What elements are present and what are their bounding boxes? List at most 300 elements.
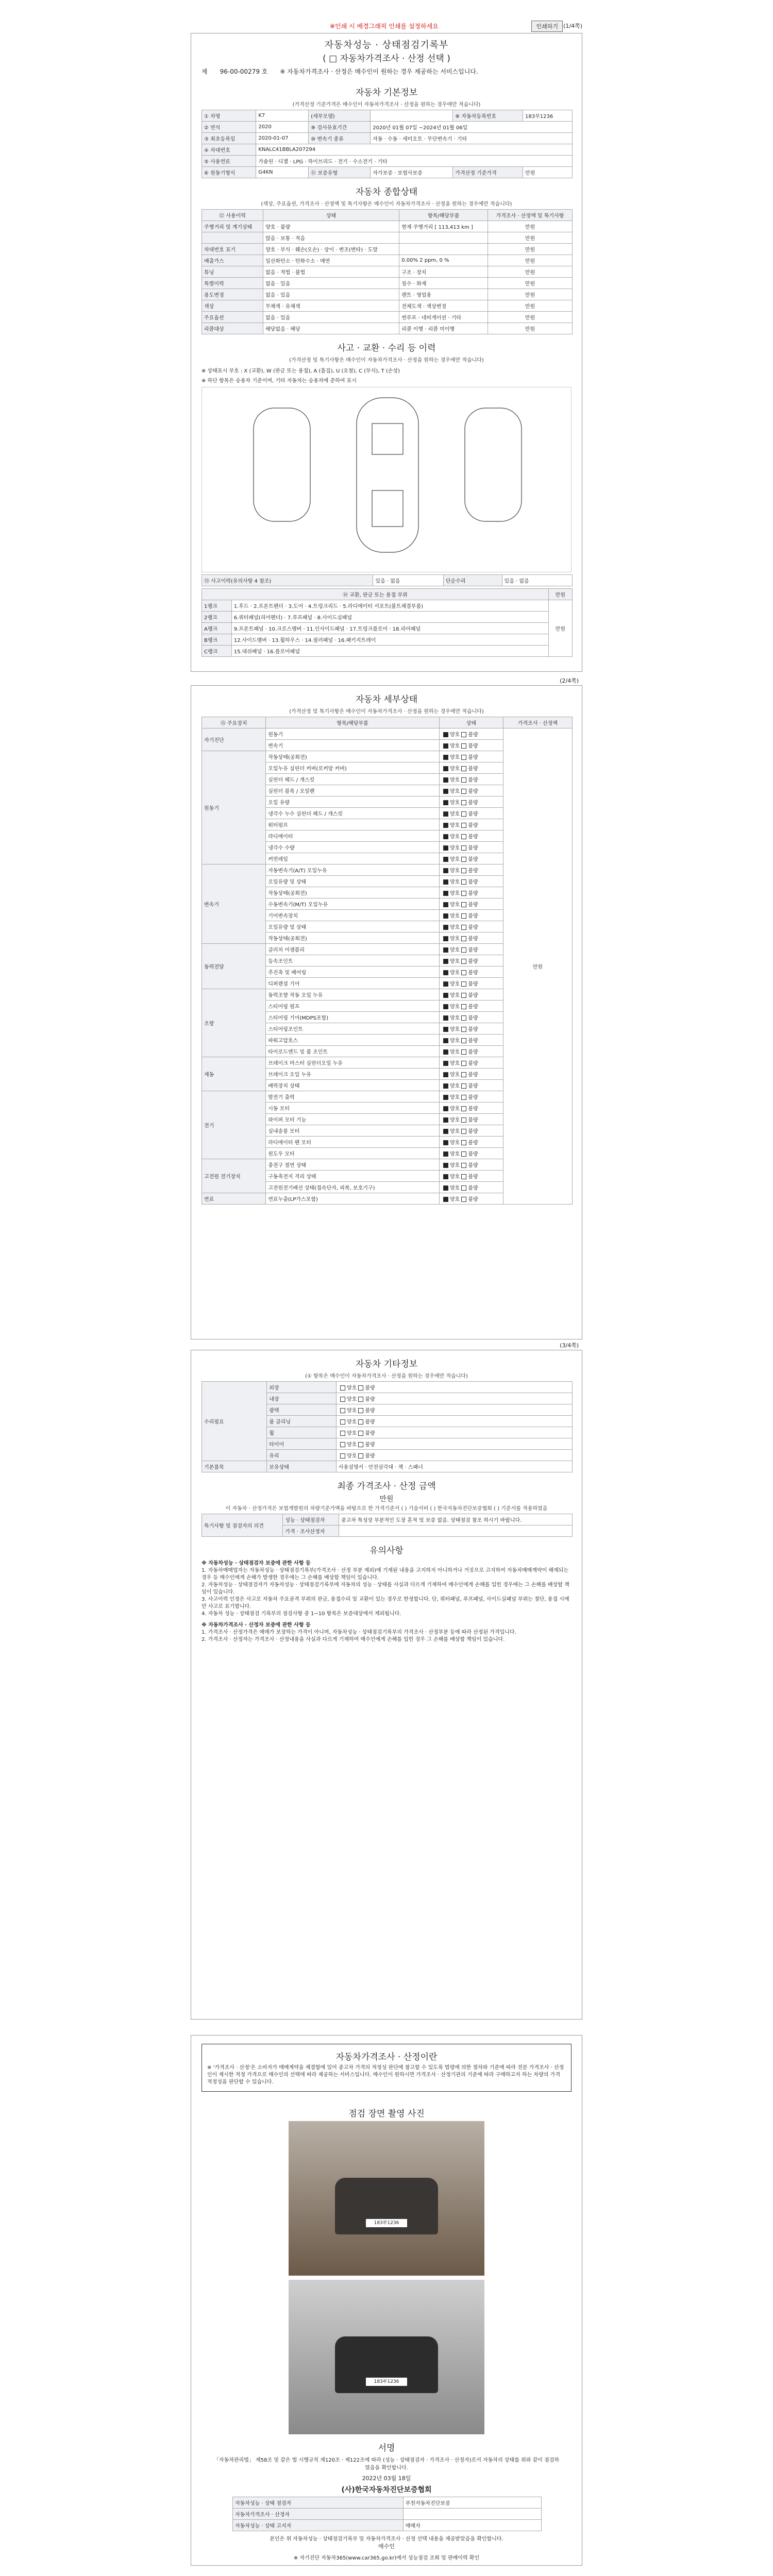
state-cell (439, 853, 503, 865)
state-label: 양호 (346, 1385, 357, 1391)
state-cell (439, 921, 503, 933)
cell: 리콜 이행 · 리콜 미이행 (399, 323, 488, 334)
state-label: 양호 (449, 936, 460, 942)
cell: 만원 (488, 300, 573, 312)
checkbox (461, 925, 466, 930)
cell: 없음 · 적법 · 불법 (263, 266, 399, 278)
info-box-text: ※ '가격조사 · 산정'은 소비자가 매매계약을 체결함에 있어 중고차 가격의 적정성 판단에 참고할 수 있도록 법령에 의한 절차와 기준에 따라 전문 가격조사 · 산정인이 제시한 적정 가격으로 매수인의 선택에 따라 제공하는 서비스입니다. 매수인이 원하시면 가격조사 · 산정기관의 기준에 따라 구매하고자 하는 차량의 가격 적정성을 판단할 수 있습니다. (207, 2065, 564, 2085)
item-cell: 자동변속기(A/T) 오일누유 (266, 865, 440, 876)
checkbox (461, 868, 466, 873)
state-label: 양호 (346, 1397, 357, 1402)
photos-title: 점검 장면 촬영 사진 (348, 2109, 425, 2119)
checkbox (461, 1038, 466, 1043)
state-label: 양호 (449, 947, 460, 953)
note-para: 2. 자동차성능 · 상태점검자가 자동차성능 · 상태점검기록부에 자동차의 성능 · 상태를 사실과 다르게 기재하여 매수인에게 손해를 입힌 경우에는 그 손해를 배상할 책임이 있습니다. (201, 1582, 569, 1595)
doc-number-row (191, 64, 582, 79)
detail-note: (가격산정 및 특기사항은 매수인이 자동차가격조사 · 산정을 원하는 경우에만 적습니다) (289, 709, 484, 715)
checkbox (461, 1015, 466, 1021)
item-cell: 변속기 (266, 740, 440, 751)
state-cell (439, 1171, 503, 1182)
cell: 12.사이드멤버 · 13.휠하우스 · 14.필러패널 · 16.패키지트레이 (231, 634, 548, 646)
item-cell: 작동상태(공회전) (266, 887, 440, 899)
cell: 무채색 · 유채색 (263, 300, 399, 312)
state-label: 양호 (449, 1117, 460, 1123)
state-label: 불량 (468, 811, 478, 817)
state-label: 양호 (449, 902, 460, 908)
checkbox (461, 936, 466, 941)
state-cell (439, 978, 503, 989)
state-label: 양호 (449, 1072, 460, 1078)
detail-table (201, 717, 573, 1205)
group-cell: 동력전달 (202, 944, 266, 989)
cell: ⑬ 사고이력(유의사항 4 참조) (202, 575, 373, 586)
checkbox-checked (443, 959, 448, 964)
checkbox (461, 857, 466, 862)
state-label: 불량 (468, 732, 478, 738)
state-label: 양호 (449, 981, 460, 987)
final-title: 최종 가격조사 · 산정 금액 (337, 1481, 436, 1492)
cell: 용도변경 (202, 289, 263, 300)
doc-notice: ※ 자동차가격조사 · 산정은 매수인이 원하는 경우 제공하는 서비스입니다. (280, 68, 478, 75)
checkbox (461, 993, 466, 998)
checkbox-checked (443, 823, 448, 828)
header-cell: ⑭ 교환, 판금 또는 용접 부위 (202, 589, 549, 600)
item-cell: 브레이크 마스터 실린더오일 누유 (266, 1057, 440, 1069)
other-note: (① 항목은 매수인이 자동차가격조사 · 산정을 원하는 경우에만 적습니다) (305, 1374, 468, 1379)
state-label: 불량 (468, 936, 478, 942)
header-cell: 가격조사 · 산정액 (503, 717, 572, 728)
car-diagram-svg (202, 387, 572, 572)
state-cell (439, 1114, 503, 1125)
checkbox (461, 1117, 466, 1123)
state-cell (439, 887, 503, 899)
item-cell: 실린더 블록 / 오일팬 (266, 785, 440, 796)
cell (371, 110, 453, 122)
checkbox (340, 1442, 345, 1447)
state-label: 양호 (449, 970, 460, 976)
overall-title: 자동차 종합상태 (355, 187, 418, 197)
item-cell: 냉각수 누수 실린더 헤드 / 개스킷 (266, 808, 440, 819)
checkbox (461, 732, 466, 737)
checkbox (461, 789, 466, 794)
checkbox-checked (443, 993, 448, 998)
checkbox-checked (443, 1004, 448, 1009)
state-cell (439, 876, 503, 887)
note-para: 4. 자동차 성능 · 상태점검 기록부의 점검사항 중 1~10 항목은 보증대상에서 제외됩니다. (201, 1611, 401, 1617)
cell: ④ 차대번호 (202, 144, 256, 156)
checkbox-checked (443, 970, 448, 975)
state-label: 불량 (468, 789, 478, 794)
cell: 전체도색 · 색상변경 (399, 300, 488, 312)
group-cell: 전기 (202, 1091, 266, 1159)
checkbox (461, 1163, 466, 1168)
state-label: 양호 (449, 925, 460, 930)
state-cell (439, 967, 503, 978)
state-label: 양호 (449, 891, 460, 896)
cell: 색상 (202, 300, 263, 312)
top-bar (191, 20, 582, 33)
cell: 만원 (488, 266, 573, 278)
cell: 없음 · 있음 (263, 312, 399, 323)
state-label: 양호 (449, 1185, 460, 1191)
checkbox (461, 970, 466, 975)
doc-number: 96-00-00279 호 (220, 68, 268, 75)
checkbox-checked (443, 857, 448, 862)
cell: 튜닝 (202, 266, 263, 278)
cell: 만원 (523, 167, 573, 178)
checkbox-checked (443, 1174, 448, 1179)
page-4 (191, 2035, 582, 2566)
state-label: 양호 (449, 1083, 460, 1089)
item-cell: 라디에이터 (266, 831, 440, 842)
cell: ⑧ 자동차등록번호 (453, 110, 523, 122)
checkbox (461, 1027, 466, 1032)
checkbox (358, 1453, 363, 1459)
sign-table (232, 2497, 542, 2531)
cell: 일산화탄소 · 탄화수소 · 매연 (263, 255, 399, 266)
cell: 만원 (488, 312, 573, 323)
state-label: 불량 (468, 947, 478, 953)
state-label: 양호 (449, 959, 460, 964)
state-label: 불량 (468, 1151, 478, 1157)
checkbox-checked (443, 1151, 448, 1157)
item-cell: 워터펌프 (266, 819, 440, 831)
state-label: 불량 (468, 1015, 478, 1021)
state-cell (439, 751, 503, 762)
state-label: 불량 (468, 1129, 478, 1134)
checkbox-checked (443, 947, 448, 953)
state-label: 양호 (449, 845, 460, 851)
parts-label: 기본품목 (202, 1461, 267, 1472)
checkbox (358, 1419, 363, 1425)
note-para: 3. 사고이력 인정은 사고로 자동차 주요골격 부위의 판금, 용접수리 및 교환이 있는 경우로 한정합니다. 단, 쿼터패널, 루프패널, 사이드실패널 부위는 절단, 용접 시에만 사고로 표기합니다. (201, 1597, 569, 1609)
state-label: 양호 (449, 766, 460, 772)
cell (202, 232, 263, 244)
state-label: 양호 (449, 1004, 460, 1010)
group-cell: 고전원 전기장치 (202, 1159, 266, 1193)
header-cell: 만원 (548, 589, 572, 600)
item-cell: 스티어링 기어(MDPS포함) (266, 1012, 440, 1023)
car-photo-front (289, 2121, 484, 2276)
cell: 있음 · 없음 (373, 575, 443, 586)
cell: 만원 (488, 289, 573, 300)
state-cell (439, 955, 503, 967)
cell: 183부1236 (523, 110, 573, 122)
checkbox-checked (443, 1038, 448, 1043)
state-label: 양호 (449, 823, 460, 828)
accident-title: 사고 · 교환 · 수리 등 이력 (337, 343, 436, 353)
checkbox-checked (443, 777, 448, 783)
state-cell (439, 1035, 503, 1046)
state-cell (439, 762, 503, 774)
notes-head: ※ 자동차가격조사 · 산정자 보증에 관한 사항 등 (201, 1622, 311, 1628)
state-label: 불량 (468, 1140, 478, 1146)
checkbox-checked (443, 879, 448, 885)
basic-info-title: 자동차 기본정보 (355, 88, 418, 98)
state-cell (439, 1148, 503, 1159)
state-cell (439, 933, 503, 944)
cell: G4KN (256, 167, 309, 178)
state-cell (439, 1046, 503, 1057)
state-label: 양호 (346, 1431, 357, 1436)
state-cell (439, 1023, 503, 1035)
checkbox (461, 1151, 466, 1157)
state-cell (439, 831, 503, 842)
detail-title: 자동차 세부상태 (355, 694, 418, 705)
checkbox (461, 1083, 466, 1089)
state-label: 양호 (449, 1163, 460, 1168)
checkbox (461, 1197, 466, 1202)
state-label: 양호 (449, 857, 460, 862)
cell: 주행거리 및 계기상태 (202, 221, 263, 232)
checkbox (461, 1185, 466, 1191)
checkbox (461, 981, 466, 987)
cell: 특기사항 및 점검자의 의견 (202, 1514, 283, 1537)
item-cell: 원동기 (266, 728, 440, 740)
overall-note: (색상, 주요옵션, 가격조사 · 산정액 및 특기사항은 매수인이 자동차가격조사 · 산정을 원하는 경우에만 적습니다) (261, 201, 512, 207)
checkbox-checked (443, 1015, 448, 1021)
final-desc: 이 자동차 · 산정가격은 보험개발원의 차량기준가액을 바탕으로 한 가격기준서 ( ) 기술서비 ( ) 한국자동차진단보증협회 ( ) 기준서를 적용하였음 (225, 1506, 548, 1512)
sign-date: 2022년 03월 18일 (362, 2475, 411, 2482)
checkbox (340, 1453, 345, 1459)
checkbox-checked (443, 1129, 448, 1134)
rank-cell: B랭크 (202, 634, 232, 646)
item-cell: 작동상태(공회전) (266, 751, 440, 762)
cell: 만원 (488, 278, 573, 289)
notes-section (191, 1558, 582, 1643)
state-label: 양호 (449, 800, 460, 806)
parts-row: 보유상태 (267, 1461, 337, 1472)
car-top-view (357, 398, 418, 552)
state-label: 양호 (449, 777, 460, 783)
state-label: 불량 (365, 1431, 375, 1436)
page-3 (191, 1342, 582, 2020)
cell: 만원 (548, 600, 572, 657)
state-label: 불량 (468, 1038, 478, 1044)
checkbox (461, 1106, 466, 1111)
checkbox (358, 1431, 363, 1436)
state-cell (439, 842, 503, 853)
header-cell: 상태 (439, 717, 503, 728)
state-label: 불량 (365, 1385, 375, 1391)
checkbox-checked (443, 1140, 448, 1145)
cell: 배출가스 (202, 255, 263, 266)
state-label: 양호 (449, 1106, 460, 1112)
header-cell: 가격조사 · 산정액 및 특기사항 (488, 210, 573, 221)
state-label: 양호 (346, 1453, 357, 1459)
state-label: 불량 (468, 800, 478, 806)
cell: 15.대쉬패널 · 16.플로어패널 (231, 646, 548, 657)
state-cell (439, 1069, 503, 1080)
state-label: 불량 (365, 1442, 375, 1448)
notes-head: ※ 자동차성능 · 상태점검자 보증에 관한 사항 등 (201, 1561, 311, 1566)
state-label: 불량 (468, 766, 478, 772)
header-cell: ⑮ 주요장치 (202, 717, 266, 728)
checkbox-checked (443, 902, 448, 907)
legend-scope: ※ 하단 항목은 승용차 기준이며, 기타 자동차는 승용차에 준하여 표시 (201, 378, 357, 384)
state-cell (439, 1001, 503, 1012)
cell: ⑪ 보증유형 (309, 167, 371, 178)
state-cell (336, 1427, 572, 1438)
item-cell: 휠 (267, 1427, 337, 1438)
rank-table (201, 588, 573, 657)
cell: 있음 · 없음 (502, 575, 572, 586)
checkbox-checked (443, 1095, 448, 1100)
checkbox-checked (443, 936, 448, 941)
item-cell: 고전원전기배선 상태(접속단자, 피복, 보호기구) (266, 1182, 440, 1193)
state-label: 불량 (468, 879, 478, 885)
item-cell: 수동변속기(M/T) 오일누유 (266, 899, 440, 910)
state-cell (336, 1438, 572, 1450)
checkbox (340, 1385, 345, 1391)
item-cell: 와이퍼 모터 기능 (266, 1114, 440, 1125)
cell: 자동차성능 · 상태 고지자 (233, 2520, 404, 2531)
note-para: 2. 가격조사 · 산정자는 가격조사 · 산정내용을 사실과 다르게 기재하여 매수인에게 손해를 입힌 경우 그 손해를 배상할 책임이 있습니다. (201, 1637, 505, 1642)
item-cell: 스티어링조인트 (266, 1023, 440, 1035)
state-label: 양호 (449, 1049, 460, 1055)
state-cell (439, 989, 503, 1001)
checkbox (461, 800, 466, 805)
header-cell: ⑫ 사용이력 (202, 210, 263, 221)
checkbox-checked (443, 811, 448, 817)
checkbox (461, 959, 466, 964)
state-label: 불량 (468, 1027, 478, 1032)
state-label: 양호 (449, 1038, 460, 1044)
state-label: 불량 (468, 993, 478, 998)
cell: 특별이력 (202, 278, 263, 289)
checkbox-checked (443, 766, 448, 771)
item-cell: 실내송풍 모터 (266, 1125, 440, 1137)
item-cell: 디퍼렌셜 기어 (266, 978, 440, 989)
cell: 성능 · 상태점검자 (283, 1514, 339, 1526)
state-label: 양호 (449, 811, 460, 817)
state-cell (439, 1103, 503, 1114)
cell: 1.후드 · 2.프론트펜더 · 3.도어 · 4.트렁크리드 · 5.라디에이터 서포트(볼트체결부품) (231, 600, 548, 612)
checkbox-checked (443, 755, 448, 760)
cell: 주요옵션 (202, 312, 263, 323)
item-cell: 커먼레일 (266, 853, 440, 865)
cell: KNALC41BBLA207294 (256, 144, 573, 156)
car-diagram (201, 387, 572, 572)
item-cell: 클러치 어셈블리 (266, 944, 440, 955)
state-label: 양호 (346, 1419, 357, 1425)
print-warning: ※인쇄 시 배경그래픽 인쇄를 설정하세요 (330, 23, 439, 30)
state-label: 불량 (468, 1061, 478, 1066)
rank-cell: 1랭크 (202, 600, 232, 612)
state-cell (439, 1125, 503, 1137)
cell: 리콜대상 (202, 323, 263, 334)
cell: 자동차성능 · 상태 점검자 (233, 2497, 404, 2509)
item-cell: 오일유량 및 상태 (266, 921, 440, 933)
state-label: 불량 (468, 1083, 478, 1089)
cell: ③ 최초등록일 (202, 133, 256, 144)
item-cell: 유리 (267, 1450, 337, 1461)
checkbox (358, 1442, 363, 1447)
cell: 가격 · 조사산정자 (283, 1526, 339, 1537)
state-label: 불량 (468, 1095, 478, 1100)
document-subtitle: ( □ 자동차가격조사 · 산정 선택 ) (323, 54, 450, 64)
cell: ⑥ 원동기형식 (202, 167, 256, 178)
rank-cell: C랭크 (202, 646, 232, 657)
item-cell: 구동축전지 격리 상태 (266, 1171, 440, 1182)
print-button[interactable]: 인쇄하기 (531, 21, 563, 32)
checkbox (461, 1140, 466, 1145)
state-label: 불량 (468, 777, 478, 783)
checkbox-checked (443, 1049, 448, 1055)
cell: K7 (256, 110, 309, 122)
state-cell (439, 1057, 503, 1069)
cell: 현재 주행거리 [ 113,413 km ] (399, 221, 488, 232)
doc-number-label: 제 (201, 68, 208, 75)
final-value: 만원 (379, 1495, 394, 1503)
page-number: (3/4쪽) (560, 1342, 579, 1349)
other-title: 자동차 기타정보 (355, 1359, 418, 1369)
item-cell: 기어변속장치 (266, 910, 440, 921)
state-cell (439, 728, 503, 740)
cell: 2020년 01월 07일 ~2024년 01월 06일 (371, 122, 573, 133)
state-label: 양호 (449, 743, 460, 749)
checkbox (461, 1174, 466, 1179)
state-label: 양호 (449, 1095, 460, 1100)
cell: 구조 · 장치 (399, 266, 488, 278)
checkbox (461, 823, 466, 828)
item-cell: 동력조향 작동 오일 누유 (266, 989, 440, 1001)
checkbox (461, 1049, 466, 1055)
checkbox (461, 902, 466, 907)
cell: 렌트 · 영업용 (399, 289, 488, 300)
cell: ⑨ 검사유효기간 (309, 122, 371, 133)
state-label: 불량 (468, 925, 478, 930)
state-cell (439, 899, 503, 910)
state-label: 불량 (468, 868, 478, 874)
state-label: 불량 (468, 857, 478, 862)
state-label: 양호 (449, 1197, 460, 1202)
checkbox (461, 1129, 466, 1134)
state-label: 양호 (449, 732, 460, 738)
state-cell (439, 1159, 503, 1171)
state-cell (439, 1012, 503, 1023)
state-label: 불량 (468, 902, 478, 908)
cell: 자동차가격조사 · 산정자 (233, 2509, 404, 2520)
cell: (세부모델) (309, 110, 371, 122)
state-label: 양호 (449, 1174, 460, 1180)
checkbox (461, 1072, 466, 1077)
state-label: 양호 (449, 868, 460, 874)
state-label: 양호 (449, 1015, 460, 1021)
state-cell (336, 1382, 572, 1393)
group-cell: 원동기 (202, 751, 266, 865)
cell: 가격산정 기준가격 (453, 167, 523, 178)
cell: 6.쿼터패널(리어펜더) · 7.루프패널 · 8.사이드실패널 (231, 612, 548, 623)
note-para: 1. 자동차매매업자는 자동차성능 · 상태점검기록부(가격조사 · 산정 부분 제외)에 기재된 내용을 고지하지 아니하거나 거짓으로 고지하여 자동차매매계약이 해제되는 경우 등 매수인에게 손해가 발생한 경우에는 그 손해를 배상할 책임이 있습니다. (201, 1568, 569, 1581)
state-cell (439, 796, 503, 808)
cell: 썬루프 · 네비게이션 · 기타 (399, 312, 488, 323)
state-label: 불량 (468, 913, 478, 919)
state-label: 양호 (346, 1408, 357, 1414)
group-cell: 변속기 (202, 865, 266, 944)
checkbox (461, 947, 466, 953)
item-cell: 내장 (267, 1393, 337, 1404)
cell: 많음 · 보통 · 적음 (263, 232, 399, 244)
cell: 0.00% 2 ppm, 0 % (399, 255, 488, 266)
checkbox-checked (443, 1185, 448, 1191)
state-label: 양호 (449, 1027, 460, 1032)
checkbox-checked (443, 1027, 448, 1032)
accident-summary-table (201, 574, 573, 586)
checkbox-checked (443, 1072, 448, 1077)
item-cell: 시동 모터 (266, 1103, 440, 1114)
state-label: 불량 (468, 1185, 478, 1191)
